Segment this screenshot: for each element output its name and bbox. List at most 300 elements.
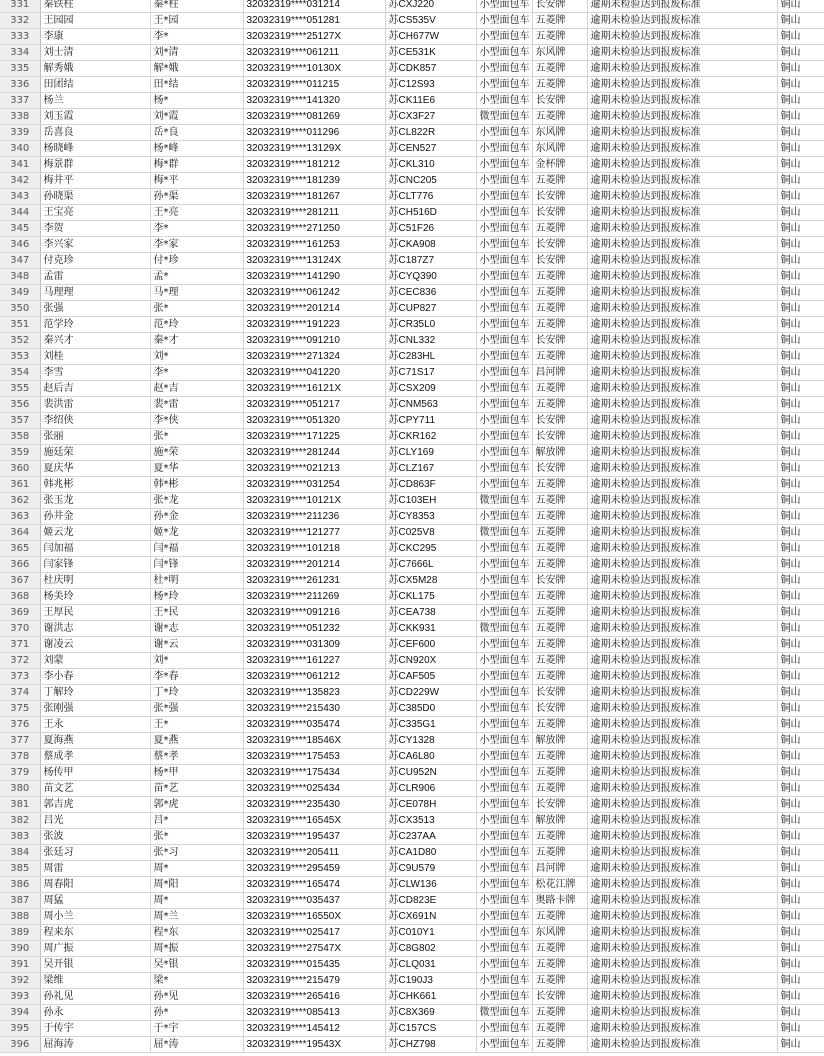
plate-number-cell[interactable]: 苏CLR906: [385, 781, 476, 797]
row-number[interactable]: 342: [0, 173, 40, 189]
status-cell[interactable]: 逾期未检验达到报废标准: [587, 557, 777, 573]
area-cell[interactable]: 铜山: [777, 1037, 824, 1053]
id-number-cell[interactable]: 32032319****215430: [243, 701, 385, 717]
owner-name-cell[interactable]: 王永: [40, 717, 150, 733]
row-number[interactable]: 335: [0, 61, 40, 77]
masked-name-cell[interactable]: 秦*柱: [150, 0, 243, 13]
area-cell[interactable]: 铜山: [777, 845, 824, 861]
status-cell[interactable]: 逾期未检验达到报废标准: [587, 605, 777, 621]
area-cell[interactable]: 铜山: [777, 301, 824, 317]
owner-name-cell[interactable]: 刘桂: [40, 349, 150, 365]
owner-name-cell[interactable]: 赵后吉: [40, 381, 150, 397]
masked-name-cell[interactable]: 张*: [150, 429, 243, 445]
area-cell[interactable]: 铜山: [777, 0, 824, 13]
vehicle-type-cell[interactable]: 小型面包车: [476, 61, 532, 77]
id-number-cell[interactable]: 32032319****141320: [243, 93, 385, 109]
brand-cell[interactable]: 五菱牌: [532, 61, 587, 77]
masked-name-cell[interactable]: 杨*甲: [150, 765, 243, 781]
row-number[interactable]: 370: [0, 621, 40, 637]
owner-name-cell[interactable]: 韩兆彬: [40, 477, 150, 493]
owner-name-cell[interactable]: 张波: [40, 829, 150, 845]
area-cell[interactable]: 铜山: [777, 669, 824, 685]
area-cell[interactable]: 铜山: [777, 685, 824, 701]
status-cell[interactable]: 逾期未检验达到报废标准: [587, 269, 777, 285]
vehicle-type-cell[interactable]: 小型面包车: [476, 445, 532, 461]
status-cell[interactable]: 逾期未检验达到报废标准: [587, 237, 777, 253]
brand-cell[interactable]: 奥路卡牌: [532, 893, 587, 909]
id-number-cell[interactable]: 32032319****13124X: [243, 253, 385, 269]
masked-name-cell[interactable]: 杨*峰: [150, 141, 243, 157]
row-number[interactable]: 346: [0, 237, 40, 253]
plate-number-cell[interactable]: 苏CLT776: [385, 189, 476, 205]
plate-number-cell[interactable]: 苏C12S93: [385, 77, 476, 93]
row-number[interactable]: 359: [0, 445, 40, 461]
masked-name-cell[interactable]: 张*强: [150, 701, 243, 717]
masked-name-cell[interactable]: 张*龙: [150, 493, 243, 509]
id-number-cell[interactable]: 32032319****25127X: [243, 29, 385, 45]
row-number[interactable]: 369: [0, 605, 40, 621]
owner-name-cell[interactable]: 解秀娥: [40, 61, 150, 77]
plate-number-cell[interactable]: 苏C335G1: [385, 717, 476, 733]
vehicle-type-cell[interactable]: 小型面包车: [476, 413, 532, 429]
owner-name-cell[interactable]: 杨晓峰: [40, 141, 150, 157]
owner-name-cell[interactable]: 杨美玲: [40, 589, 150, 605]
brand-cell[interactable]: 解放牌: [532, 445, 587, 461]
area-cell[interactable]: 铜山: [777, 557, 824, 573]
row-number[interactable]: 380: [0, 781, 40, 797]
row-number[interactable]: 363: [0, 509, 40, 525]
vehicle-type-cell[interactable]: 小型面包车: [476, 845, 532, 861]
id-number-cell[interactable]: 32032319****181267: [243, 189, 385, 205]
row-number[interactable]: 379: [0, 765, 40, 781]
masked-name-cell[interactable]: 刘*霞: [150, 109, 243, 125]
plate-number-cell[interactable]: 苏CH516D: [385, 205, 476, 221]
vehicle-type-cell[interactable]: 小型面包车: [476, 541, 532, 557]
row-number[interactable]: 366: [0, 557, 40, 573]
status-cell[interactable]: 逾期未检验达到报废标准: [587, 61, 777, 77]
status-cell[interactable]: 逾期未检验达到报废标准: [587, 29, 777, 45]
status-cell[interactable]: 逾期未检验达到报废标准: [587, 509, 777, 525]
masked-name-cell[interactable]: 解*娥: [150, 61, 243, 77]
id-number-cell[interactable]: 32032319****215479: [243, 973, 385, 989]
row-number[interactable]: 353: [0, 349, 40, 365]
plate-number-cell[interactable]: 苏C9U579: [385, 861, 476, 877]
brand-cell[interactable]: 五菱牌: [532, 717, 587, 733]
masked-name-cell[interactable]: 孙*渠: [150, 189, 243, 205]
masked-name-cell[interactable]: 杨*: [150, 93, 243, 109]
area-cell[interactable]: 铜山: [777, 157, 824, 173]
brand-cell[interactable]: 五菱牌: [532, 525, 587, 541]
id-number-cell[interactable]: 32032319****201214: [243, 557, 385, 573]
owner-name-cell[interactable]: 周雷: [40, 861, 150, 877]
id-number-cell[interactable]: 32032319****031214: [243, 0, 385, 13]
area-cell[interactable]: 铜山: [777, 365, 824, 381]
masked-name-cell[interactable]: 韩*彬: [150, 477, 243, 493]
vehicle-type-cell[interactable]: 小型面包车: [476, 365, 532, 381]
id-number-cell[interactable]: 32032319****051281: [243, 13, 385, 29]
status-cell[interactable]: 逾期未检验达到报废标准: [587, 157, 777, 173]
plate-number-cell[interactable]: 苏CX691N: [385, 909, 476, 925]
id-number-cell[interactable]: 32032319****061211: [243, 45, 385, 61]
plate-number-cell[interactable]: 苏CH677W: [385, 29, 476, 45]
status-cell[interactable]: 逾期未检验达到报废标准: [587, 445, 777, 461]
owner-name-cell[interactable]: 张廷习: [40, 845, 150, 861]
vehicle-type-cell[interactable]: 小型面包车: [476, 685, 532, 701]
id-number-cell[interactable]: 32032319****025434: [243, 781, 385, 797]
area-cell[interactable]: 铜山: [777, 509, 824, 525]
id-number-cell[interactable]: 32032319****051320: [243, 413, 385, 429]
masked-name-cell[interactable]: 秦*才: [150, 333, 243, 349]
status-cell[interactable]: 逾期未检验达到报废标准: [587, 173, 777, 189]
row-number[interactable]: 384: [0, 845, 40, 861]
masked-name-cell[interactable]: 李*家: [150, 237, 243, 253]
status-cell[interactable]: 逾期未检验达到报废标准: [587, 989, 777, 1005]
masked-name-cell[interactable]: 周*兰: [150, 909, 243, 925]
status-cell[interactable]: 逾期未检验达到报废标准: [587, 733, 777, 749]
plate-number-cell[interactable]: 苏CE078H: [385, 797, 476, 813]
brand-cell[interactable]: 解放牌: [532, 733, 587, 749]
id-number-cell[interactable]: 32032319****081269: [243, 109, 385, 125]
masked-name-cell[interactable]: 闫*锋: [150, 557, 243, 573]
brand-cell[interactable]: 五菱牌: [532, 1037, 587, 1053]
masked-name-cell[interactable]: 李*春: [150, 669, 243, 685]
plate-number-cell[interactable]: 苏CHK661: [385, 989, 476, 1005]
area-cell[interactable]: 铜山: [777, 445, 824, 461]
masked-name-cell[interactable]: 梁*: [150, 973, 243, 989]
row-number[interactable]: 356: [0, 397, 40, 413]
id-number-cell[interactable]: 32032319****281244: [243, 445, 385, 461]
row-number[interactable]: 372: [0, 653, 40, 669]
status-cell[interactable]: 逾期未检验达到报废标准: [587, 477, 777, 493]
brand-cell[interactable]: 长安牌: [532, 333, 587, 349]
id-number-cell[interactable]: 32032319****021213: [243, 461, 385, 477]
area-cell[interactable]: 铜山: [777, 13, 824, 29]
vehicle-type-cell[interactable]: 小型面包车: [476, 45, 532, 61]
masked-name-cell[interactable]: 杜*明: [150, 573, 243, 589]
brand-cell[interactable]: 东风牌: [532, 125, 587, 141]
brand-cell[interactable]: 五菱牌: [532, 957, 587, 973]
plate-number-cell[interactable]: 苏CX3513: [385, 813, 476, 829]
masked-name-cell[interactable]: 梅*平: [150, 173, 243, 189]
plate-number-cell[interactable]: 苏CUP827: [385, 301, 476, 317]
row-number[interactable]: 387: [0, 893, 40, 909]
plate-number-cell[interactable]: 苏CNM563: [385, 397, 476, 413]
row-number[interactable]: 354: [0, 365, 40, 381]
area-cell[interactable]: 铜山: [777, 173, 824, 189]
id-number-cell[interactable]: 32032319****195437: [243, 829, 385, 845]
status-cell[interactable]: 逾期未检验达到报废标准: [587, 413, 777, 429]
area-cell[interactable]: 铜山: [777, 797, 824, 813]
area-cell[interactable]: 铜山: [777, 253, 824, 269]
owner-name-cell[interactable]: 闫加福: [40, 541, 150, 557]
area-cell[interactable]: 铜山: [777, 429, 824, 445]
area-cell[interactable]: 铜山: [777, 413, 824, 429]
area-cell[interactable]: 铜山: [777, 317, 824, 333]
plate-number-cell[interactable]: 苏CNC205: [385, 173, 476, 189]
row-number[interactable]: 357: [0, 413, 40, 429]
id-number-cell[interactable]: 32032319****16545X: [243, 813, 385, 829]
status-cell[interactable]: 逾期未检验达到报废标准: [587, 221, 777, 237]
plate-number-cell[interactable]: 苏CEA738: [385, 605, 476, 621]
row-number[interactable]: 345: [0, 221, 40, 237]
status-cell[interactable]: 逾期未检验达到报废标准: [587, 1021, 777, 1037]
masked-name-cell[interactable]: 岳*良: [150, 125, 243, 141]
owner-name-cell[interactable]: 李雪: [40, 365, 150, 381]
status-cell[interactable]: 逾期未检验达到报废标准: [587, 1037, 777, 1053]
brand-cell[interactable]: 昌河牌: [532, 861, 587, 877]
plate-number-cell[interactable]: 苏CS535V: [385, 13, 476, 29]
brand-cell[interactable]: 五菱牌: [532, 29, 587, 45]
brand-cell[interactable]: 五菱牌: [532, 973, 587, 989]
status-cell[interactable]: 逾期未检验达到报废标准: [587, 973, 777, 989]
plate-number-cell[interactable]: 苏C187Z7: [385, 253, 476, 269]
id-number-cell[interactable]: 32032319****031254: [243, 477, 385, 493]
status-cell[interactable]: 逾期未检验达到报废标准: [587, 669, 777, 685]
id-number-cell[interactable]: 32032319****235430: [243, 797, 385, 813]
area-cell[interactable]: 铜山: [777, 477, 824, 493]
row-number[interactable]: 390: [0, 941, 40, 957]
owner-name-cell[interactable]: 孙永: [40, 1005, 150, 1021]
owner-name-cell[interactable]: 闫家锋: [40, 557, 150, 573]
area-cell[interactable]: 铜山: [777, 61, 824, 77]
plate-number-cell[interactable]: 苏CEF600: [385, 637, 476, 653]
plate-number-cell[interactable]: 苏CLW136: [385, 877, 476, 893]
vehicle-type-cell[interactable]: 小型面包车: [476, 605, 532, 621]
vehicle-type-cell[interactable]: 小型面包车: [476, 77, 532, 93]
masked-name-cell[interactable]: 蔡*孝: [150, 749, 243, 765]
plate-number-cell[interactable]: 苏CHZ798: [385, 1037, 476, 1053]
id-number-cell[interactable]: 32032319****211269: [243, 589, 385, 605]
owner-name-cell[interactable]: 马理理: [40, 285, 150, 301]
owner-name-cell[interactable]: 李康: [40, 29, 150, 45]
vehicle-type-cell[interactable]: 微型面包车: [476, 621, 532, 637]
row-number[interactable]: 378: [0, 749, 40, 765]
masked-name-cell[interactable]: 刘*清: [150, 45, 243, 61]
plate-number-cell[interactable]: 苏C157CS: [385, 1021, 476, 1037]
status-cell[interactable]: 逾期未检验达到报废标准: [587, 45, 777, 61]
brand-cell[interactable]: 五菱牌: [532, 765, 587, 781]
owner-name-cell[interactable]: 屈海涛: [40, 1037, 150, 1053]
id-number-cell[interactable]: 32032319****261231: [243, 573, 385, 589]
area-cell[interactable]: 铜山: [777, 925, 824, 941]
area-cell[interactable]: 铜山: [777, 237, 824, 253]
vehicle-type-cell[interactable]: 小型面包车: [476, 909, 532, 925]
id-number-cell[interactable]: 32032319****271324: [243, 349, 385, 365]
brand-cell[interactable]: 长安牌: [532, 685, 587, 701]
plate-number-cell[interactable]: 苏C385D0: [385, 701, 476, 717]
masked-name-cell[interactable]: 苗*艺: [150, 781, 243, 797]
id-number-cell[interactable]: 32032319****16550X: [243, 909, 385, 925]
vehicle-type-cell[interactable]: 小型面包车: [476, 653, 532, 669]
owner-name-cell[interactable]: 夏海燕: [40, 733, 150, 749]
brand-cell[interactable]: 长安牌: [532, 989, 587, 1005]
plate-number-cell[interactable]: 苏CAF505: [385, 669, 476, 685]
vehicle-type-cell[interactable]: 小型面包车: [476, 429, 532, 445]
brand-cell[interactable]: 五菱牌: [532, 669, 587, 685]
plate-number-cell[interactable]: 苏CU952N: [385, 765, 476, 781]
row-number[interactable]: 331: [0, 0, 40, 13]
owner-name-cell[interactable]: 郭吉虎: [40, 797, 150, 813]
row-number[interactable]: 355: [0, 381, 40, 397]
brand-cell[interactable]: 长安牌: [532, 701, 587, 717]
vehicle-type-cell[interactable]: 小型面包车: [476, 1021, 532, 1037]
row-number[interactable]: 334: [0, 45, 40, 61]
status-cell[interactable]: 逾期未检验达到报废标准: [587, 685, 777, 701]
owner-name-cell[interactable]: 李小春: [40, 669, 150, 685]
row-number[interactable]: 347: [0, 253, 40, 269]
plate-number-cell[interactable]: 苏CKR162: [385, 429, 476, 445]
plate-number-cell[interactable]: 苏CN920X: [385, 653, 476, 669]
row-number[interactable]: 373: [0, 669, 40, 685]
brand-cell[interactable]: 长安牌: [532, 797, 587, 813]
row-number[interactable]: 394: [0, 1005, 40, 1021]
row-number[interactable]: 343: [0, 189, 40, 205]
owner-name-cell[interactable]: 程来东: [40, 925, 150, 941]
vehicle-type-cell[interactable]: 小型面包车: [476, 989, 532, 1005]
owner-name-cell[interactable]: 刘蒙: [40, 653, 150, 669]
id-number-cell[interactable]: 32032319****141290: [243, 269, 385, 285]
masked-name-cell[interactable]: 程*东: [150, 925, 243, 941]
owner-name-cell[interactable]: 孟雷: [40, 269, 150, 285]
row-number[interactable]: 376: [0, 717, 40, 733]
brand-cell[interactable]: 五菱牌: [532, 1021, 587, 1037]
plate-number-cell[interactable]: 苏C190J3: [385, 973, 476, 989]
masked-name-cell[interactable]: 王*民: [150, 605, 243, 621]
owner-name-cell[interactable]: 于传宇: [40, 1021, 150, 1037]
area-cell[interactable]: 铜山: [777, 189, 824, 205]
id-number-cell[interactable]: 32032319****281211: [243, 205, 385, 221]
area-cell[interactable]: 铜山: [777, 461, 824, 477]
owner-name-cell[interactable]: 田团结: [40, 77, 150, 93]
id-number-cell[interactable]: 32032319****205411: [243, 845, 385, 861]
status-cell[interactable]: 逾期未检验达到报废标准: [587, 301, 777, 317]
id-number-cell[interactable]: 32032319****161253: [243, 237, 385, 253]
area-cell[interactable]: 铜山: [777, 749, 824, 765]
area-cell[interactable]: 铜山: [777, 45, 824, 61]
plate-number-cell[interactable]: 苏CYQ390: [385, 269, 476, 285]
area-cell[interactable]: 铜山: [777, 269, 824, 285]
vehicle-type-cell[interactable]: 微型面包车: [476, 1005, 532, 1021]
row-number[interactable]: 341: [0, 157, 40, 173]
id-number-cell[interactable]: 32032319****135823: [243, 685, 385, 701]
vehicle-type-cell[interactable]: 小型面包车: [476, 781, 532, 797]
status-cell[interactable]: 逾期未检验达到报废标准: [587, 1005, 777, 1021]
area-cell[interactable]: 铜山: [777, 29, 824, 45]
masked-name-cell[interactable]: 张*: [150, 301, 243, 317]
owner-name-cell[interactable]: 秦铁柱: [40, 0, 150, 13]
masked-name-cell[interactable]: 刘*: [150, 653, 243, 669]
plate-number-cell[interactable]: 苏CLQ031: [385, 957, 476, 973]
brand-cell[interactable]: 五菱牌: [532, 653, 587, 669]
area-cell[interactable]: 铜山: [777, 717, 824, 733]
brand-cell[interactable]: 长安牌: [532, 253, 587, 269]
brand-cell[interactable]: 五菱牌: [532, 605, 587, 621]
masked-name-cell[interactable]: 孙*金: [150, 509, 243, 525]
row-number[interactable]: 332: [0, 13, 40, 29]
vehicle-type-cell[interactable]: 小型面包车: [476, 173, 532, 189]
owner-name-cell[interactable]: 周春阳: [40, 877, 150, 893]
status-cell[interactable]: 逾期未检验达到报废标准: [587, 893, 777, 909]
area-cell[interactable]: 铜山: [777, 733, 824, 749]
masked-name-cell[interactable]: 周*振: [150, 941, 243, 957]
brand-cell[interactable]: 五菱牌: [532, 829, 587, 845]
status-cell[interactable]: 逾期未检验达到报废标准: [587, 397, 777, 413]
plate-number-cell[interactable]: 苏C8G802: [385, 941, 476, 957]
status-cell[interactable]: 逾期未检验达到报废标准: [587, 813, 777, 829]
vehicle-type-cell[interactable]: 小型面包车: [476, 253, 532, 269]
area-cell[interactable]: 铜山: [777, 813, 824, 829]
vehicle-type-cell[interactable]: 小型面包车: [476, 1037, 532, 1053]
status-cell[interactable]: 逾期未检验达到报废标准: [587, 381, 777, 397]
brand-cell[interactable]: 长安牌: [532, 205, 587, 221]
owner-name-cell[interactable]: 张强: [40, 301, 150, 317]
vehicle-type-cell[interactable]: 小型面包车: [476, 829, 532, 845]
id-number-cell[interactable]: 32032319****015435: [243, 957, 385, 973]
owner-name-cell[interactable]: 施廷荣: [40, 445, 150, 461]
brand-cell[interactable]: 东风牌: [532, 45, 587, 61]
masked-name-cell[interactable]: 刘*: [150, 349, 243, 365]
id-number-cell[interactable]: 32032319****265416: [243, 989, 385, 1005]
area-cell[interactable]: 铜山: [777, 205, 824, 221]
id-number-cell[interactable]: 32032319****27547X: [243, 941, 385, 957]
status-cell[interactable]: 逾期未检验达到报废标准: [587, 13, 777, 29]
plate-number-cell[interactable]: 苏CL822R: [385, 125, 476, 141]
area-cell[interactable]: 铜山: [777, 493, 824, 509]
row-number[interactable]: 336: [0, 77, 40, 93]
masked-name-cell[interactable]: 屈*涛: [150, 1037, 243, 1053]
vehicle-type-cell[interactable]: 小型面包车: [476, 573, 532, 589]
plate-number-cell[interactable]: 苏CY8353: [385, 509, 476, 525]
vehicle-type-cell[interactable]: 小型面包车: [476, 893, 532, 909]
row-number[interactable]: 350: [0, 301, 40, 317]
owner-name-cell[interactable]: 孙礼见: [40, 989, 150, 1005]
status-cell[interactable]: 逾期未检验达到报废标准: [587, 861, 777, 877]
vehicle-type-cell[interactable]: 小型面包车: [476, 973, 532, 989]
row-number[interactable]: 339: [0, 125, 40, 141]
area-cell[interactable]: 铜山: [777, 381, 824, 397]
vehicle-type-cell[interactable]: 小型面包车: [476, 701, 532, 717]
status-cell[interactable]: 逾期未检验达到报废标准: [587, 877, 777, 893]
owner-name-cell[interactable]: 吕光: [40, 813, 150, 829]
plate-number-cell[interactable]: 苏CA6L80: [385, 749, 476, 765]
plate-number-cell[interactable]: 苏CKL310: [385, 157, 476, 173]
vehicle-type-cell[interactable]: 小型面包车: [476, 941, 532, 957]
area-cell[interactable]: 铜山: [777, 349, 824, 365]
vehicle-type-cell[interactable]: 小型面包车: [476, 925, 532, 941]
row-number[interactable]: 389: [0, 925, 40, 941]
masked-name-cell[interactable]: 田*结: [150, 77, 243, 93]
status-cell[interactable]: 逾期未检验达到报废标准: [587, 573, 777, 589]
row-number[interactable]: 371: [0, 637, 40, 653]
status-cell[interactable]: 逾期未检验达到报废标准: [587, 317, 777, 333]
owner-name-cell[interactable]: 孙晓渠: [40, 189, 150, 205]
plate-number-cell[interactable]: 苏CA1D80: [385, 845, 476, 861]
plate-number-cell[interactable]: 苏CKK931: [385, 621, 476, 637]
owner-name-cell[interactable]: 吴开银: [40, 957, 150, 973]
masked-name-cell[interactable]: 孙*见: [150, 989, 243, 1005]
masked-name-cell[interactable]: 范*玲: [150, 317, 243, 333]
status-cell[interactable]: 逾期未检验达到报废标准: [587, 653, 777, 669]
id-number-cell[interactable]: 32032319****10130X: [243, 61, 385, 77]
area-cell[interactable]: 铜山: [777, 573, 824, 589]
plate-number-cell[interactable]: 苏C010Y1: [385, 925, 476, 941]
masked-name-cell[interactable]: 王*: [150, 717, 243, 733]
row-number[interactable]: 391: [0, 957, 40, 973]
status-cell[interactable]: 逾期未检验达到报废标准: [587, 541, 777, 557]
id-number-cell[interactable]: 32032319****295459: [243, 861, 385, 877]
status-cell[interactable]: 逾期未检验达到报废标准: [587, 829, 777, 845]
status-cell[interactable]: 逾期未检验达到报废标准: [587, 621, 777, 637]
